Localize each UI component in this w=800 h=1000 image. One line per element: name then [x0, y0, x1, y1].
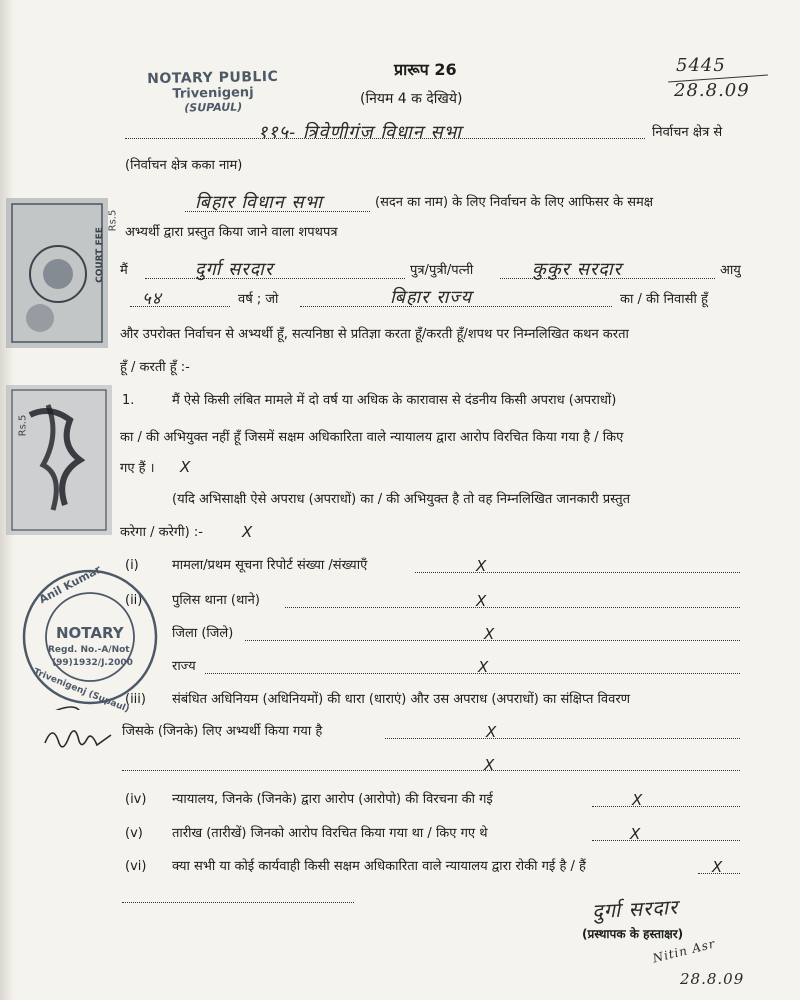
constituency-suffix: निर्वाचन क्षेत्र से	[652, 125, 723, 140]
notary-public-stamp	[138, 69, 289, 116]
item-ii-number: (ii)	[125, 593, 143, 608]
court-stamp-bottom	[6, 385, 112, 535]
notary-stamp-line3: (SUPAUL)	[184, 100, 243, 115]
round-stamp-name: Anil Kumar	[36, 562, 104, 607]
item-iii-line2: जिसके (जिनके) लिए अभ्यर्थी किया गया है	[122, 724, 323, 739]
state-row-dotted-line	[205, 673, 740, 674]
state-row-mark: X	[478, 658, 489, 676]
court-stamp-text-top: COURT FEE	[94, 227, 105, 283]
district-label: जिला (जिले)	[172, 626, 234, 641]
notary-stamp-line1: NOTARY PUBLIC	[147, 68, 279, 88]
notary-initials: Nitin Asr	[651, 936, 717, 966]
court-stamp-label-bottom: Rs.5	[17, 414, 29, 437]
item-iv-mark: X	[632, 791, 643, 809]
item-i-number: (i)	[125, 558, 139, 573]
reference-number: 5445	[676, 55, 726, 76]
rule-reference: (नियम 4 क देखिये)	[360, 91, 463, 107]
house-line2: अभ्यर्थी द्वारा प्रस्तुत किया जाने वाला शपथपत्र	[125, 225, 338, 240]
item-ii-mark: X	[476, 592, 487, 610]
item-iii-mark-2: X	[484, 756, 495, 774]
round-stamp-reg2: (99)1932/J.2000	[52, 658, 133, 668]
district-mark: X	[484, 625, 495, 643]
age-label: आयु	[720, 263, 741, 278]
signature-handwritten: दुर्गा सरदार	[591, 894, 679, 924]
house-handwritten: बिहार विधान सभा	[195, 192, 323, 213]
item-i-dotted-line	[415, 572, 740, 573]
point1-line1: मैं ऐसे किसी लंबित मामले में दो वर्ष या अधिक के कारावास से दंडनीय किसी अपराध (अपराधों)	[172, 393, 617, 408]
round-stamp-reg: Regd. No.-A/Not.	[48, 645, 134, 655]
item-iii-dotted-line	[385, 738, 740, 739]
constituency-handwritten: ११५- त्रिवेणीगंज विधान सभा	[258, 122, 462, 143]
form-title: प्रारूप 26	[394, 60, 457, 79]
candidate-name-handwritten: दुर्गा सरदार	[195, 259, 274, 280]
item-iii-line1: संबंधित अधिनियम (अधिनियमों) की धारा (धाराएं) और उस अपराध (अपराधों) का संक्षिप्त विवरण	[172, 692, 631, 707]
point1-number: 1.	[122, 393, 135, 408]
age-suffix: वर्ष ; जो	[238, 292, 279, 307]
resident-label: का / की निवासी हूँ	[620, 292, 708, 307]
item-i-label: मामला/प्रथम सूचना रिपोर्ट संख्या /संख्याएँ	[172, 558, 368, 573]
item-iii-dotted-line-2	[122, 770, 740, 771]
signature-caption: (प्रस्थापक के हस्ताक्षर)	[582, 927, 684, 941]
item-ii-dotted-line	[285, 607, 740, 608]
item-vi-dotted-line-2	[122, 902, 354, 903]
statement-line1: और उपरोक्त निर्वाचन से अभ्यर्थी हूँ, सत्यनिष्ठा से प्रतिज्ञा करता हूँ/करती हूँ/शपथ पर निम्नलिखित कथन करता	[120, 327, 629, 342]
condition-mark: X	[242, 523, 253, 541]
item-ii-label: पुलिस थाना (थाने)	[172, 593, 260, 608]
court-stamp-top	[6, 198, 108, 348]
candidate-prefix: मैं	[120, 263, 128, 278]
signature-date: 28.8.09	[680, 970, 745, 988]
house-line1-suffix: (सदन का नाम) के लिए निर्वाचन के लिए आफिसर के समक्ष	[375, 195, 654, 210]
age-handwritten: ५४	[142, 289, 162, 309]
item-iv-label: न्यायालय, जिनके (जिनके) द्वारा आरोप (आरोपो) की विरचना की गई	[172, 792, 493, 807]
round-stamp-title: NOTARY	[56, 624, 124, 642]
point1-line3: गए हैं ।	[120, 461, 155, 476]
notary-stamp-line2: Trivenigenj	[172, 85, 254, 102]
item-vi-number: (vi)	[125, 859, 147, 874]
constituency-caption: (निर्वाचन क्षेत्र कका नाम)	[125, 158, 243, 173]
notary-scribble	[40, 718, 120, 758]
statement-line2: हूँ / करती हूँ :-	[120, 360, 190, 375]
point1-line2: का / की अभियुक्त नहीं हूँ जिसमें सक्षम अधिकारिता वाले न्यायालय द्वारा आरोप विरचित किया गया है / किए	[120, 430, 624, 445]
condition-line2: करेगा / करेगी) :-	[120, 525, 203, 540]
candidate-name-dotted-line	[145, 278, 405, 279]
item-iii-mark: X	[486, 723, 497, 741]
item-vi-mark: X	[712, 858, 723, 876]
state-handwritten: बिहार राज्य	[390, 287, 473, 308]
condition-line1: (यदि अभिसाक्षी ऐसे अपराध (अपराधों) का / की अभियुक्त है तो वह निम्नलिखित जानकारी प्रस्तुत	[172, 492, 631, 507]
item-vi-label: क्या सभी या कोई कार्यवाही किसी सक्षम अधिकारिता वाले न्यायालय द्वारा रोकी गई है / हैं	[172, 859, 586, 874]
item-iv-number: (iv)	[125, 792, 147, 807]
parent-name-handwritten: कुकुर सरदार	[532, 259, 622, 280]
item-iii-number: (iii)	[125, 692, 146, 707]
item-v-number: (v)	[125, 826, 143, 841]
reference-date: 28.8.09	[674, 80, 750, 101]
item-v-label: तारीख (तारीखें) जिनको आरोप विरचित किया गया था / किए गए थे	[172, 826, 488, 841]
court-stamp-label-top: Rs.5	[107, 209, 119, 232]
item-iv-dotted-line	[592, 806, 740, 807]
item-v-dotted-line	[592, 840, 740, 841]
round-stamp-place: Trivenigenj (Supaul)	[31, 667, 131, 715]
item-i-mark: X	[476, 557, 487, 575]
point1-mark: X	[180, 458, 191, 476]
relation-label: पुत्र/पुत्री/पत्नी	[410, 263, 474, 278]
age-dotted-line	[130, 306, 230, 307]
state-label: राज्य	[172, 659, 196, 674]
item-v-mark: X	[630, 825, 641, 843]
